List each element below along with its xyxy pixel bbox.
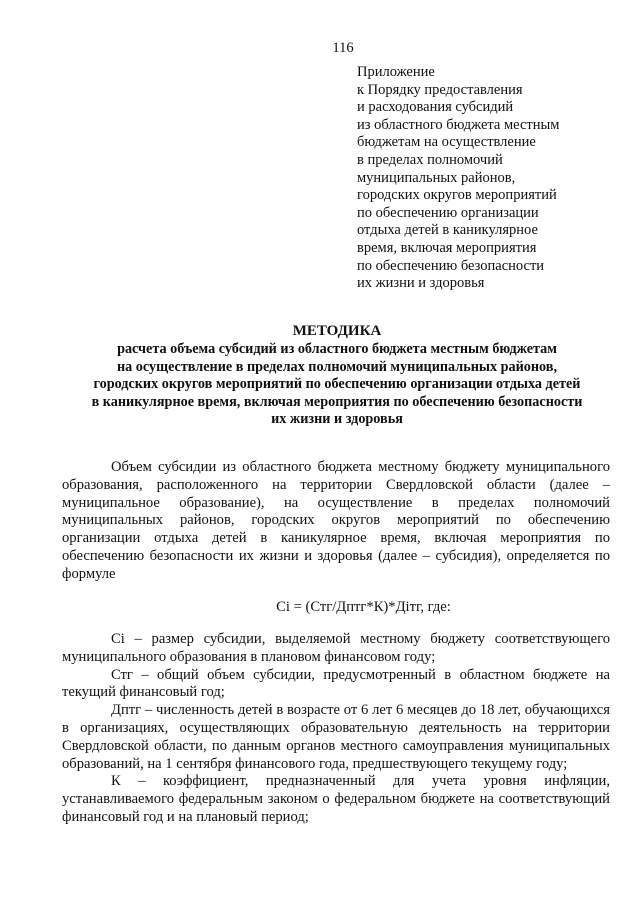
page-number: 116 <box>332 40 354 56</box>
formula: Сi = (Стг/Дптг*К)*Дiтг, где: <box>276 599 451 615</box>
appendix-line: их жизни и здоровья <box>357 275 485 292</box>
appendix-line: из областного бюджета местным <box>357 116 560 133</box>
title-line: расчета объема субсидий из областного бюджета местным бюджетам <box>117 341 557 357</box>
title-line: их жизни и здоровья <box>271 411 403 428</box>
document-title <box>62 322 612 429</box>
appendix-line: в пределах полномочий <box>357 151 503 168</box>
appendix-line: отдыха детей в каникулярное <box>357 222 538 239</box>
title-line: на осуществление в пределах полномочий муниципальных районов, <box>116 358 558 375</box>
appendix-line: и расходования субсидий <box>357 99 514 116</box>
title-main: МЕТОДИКА <box>292 323 382 339</box>
definition-paragraph: К – коэффициент, предназначенный для учета уровня инфляции, устанавливаемого федеральным законом о федеральном бюджете на соответствующий финансовый год и на плановый период; <box>62 773 610 825</box>
appendix-header <box>357 64 617 293</box>
appendix-line: по обеспечению безопасности <box>357 257 545 274</box>
definition-paragraph: Сi – размер субсидии, выделяемой местному бюджету соответствующего муниципального образования в плановом финансовом году; <box>62 631 610 665</box>
intro-section <box>62 459 610 584</box>
title-line: в каникулярное время, включая мероприятия по обеспечению безопасности <box>91 393 583 410</box>
appendix-line: к Порядку предоставления <box>357 81 523 98</box>
definition-paragraph: Стг – общий объем субсидии, предусмотренный в областном бюджете на текущий финансовый год; <box>62 666 610 701</box>
definitions-section <box>62 631 610 827</box>
definition-paragraph: Дптг – численность детей в возрасте от 6 лет 6 месяцев до 18 лет, обучающихся в организациях, осуществляющих образовательную деятельность на территории Свердловской области, по данным органов местного самоуправления муниципальных образований, на 1 сентября финансового года, предшествующего текущему году; <box>62 702 610 772</box>
appendix-line: муниципальных районов, <box>357 169 516 186</box>
intro-paragraph: Объем субсидии из областного бюджета местному бюджету муниципального образования, расположенного на территории Свердловской области (далее – муниципальное образование), на осуществление в пределах полномочий муниципальных районов, городских округов мероприятий по обеспечению организации отдыха детей в каникулярное время, включая мероприятия по обеспечению безопасности их жизни и здоровья (далее – субсидия), определяется по формуле <box>62 459 610 582</box>
appendix-line: Приложение <box>357 64 435 80</box>
appendix-line: бюджетам на осуществление <box>357 134 536 151</box>
appendix-line: время, включая мероприятия <box>357 239 537 256</box>
appendix-line: городских округов мероприятий <box>357 187 557 204</box>
title-line: городских округов мероприятий по обеспечению организации отдыха детей <box>93 376 581 393</box>
appendix-line: по обеспечению организации <box>357 204 539 221</box>
